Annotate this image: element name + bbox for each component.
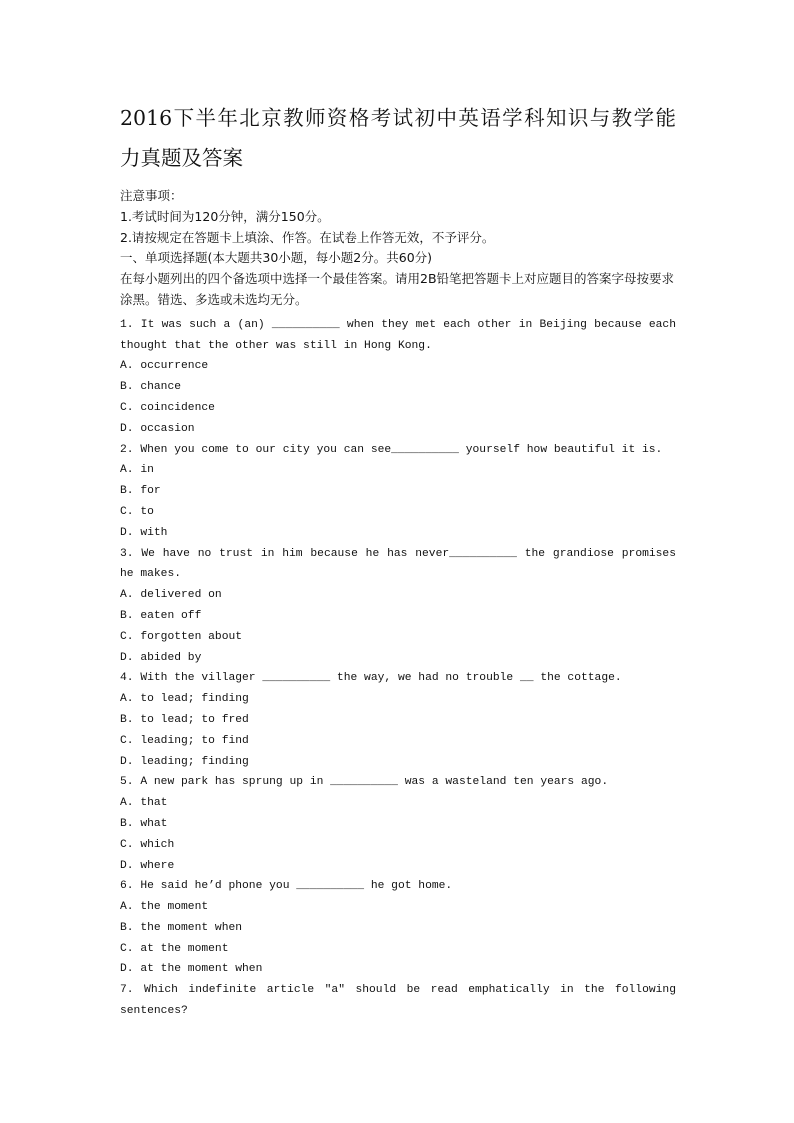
- answer-option: C. leading; to find: [120, 734, 249, 747]
- answer-option: C. to: [120, 505, 154, 518]
- question: [120, 315, 676, 440]
- answer-option: A. to lead; finding: [120, 693, 249, 706]
- question-stem: 4. With the villager __________ the way, we had no trouble __ the cottage.: [120, 672, 622, 685]
- answer-option: A. occurrence: [120, 360, 209, 373]
- answer-option: D. occasion: [120, 422, 195, 435]
- answer-option: C. at the moment: [120, 942, 229, 955]
- answer-option: B. to lead; to fred: [120, 713, 249, 726]
- question-stem: 7. Which indefinite article "a" should be read emphatically in the following sentences?: [120, 984, 676, 1018]
- answer-option: C. coincidence: [120, 401, 215, 414]
- question: [120, 876, 676, 980]
- answer-option: D. abided by: [120, 651, 202, 664]
- answer-option: B. the moment when: [120, 921, 243, 934]
- answer-option: B. chance: [120, 381, 182, 394]
- answer-option: A. that: [120, 797, 168, 810]
- notes-heading: 注意事项：: [120, 188, 183, 203]
- answer-option: D. with: [120, 526, 168, 539]
- question-stem: 1. It was such a (an) __________ when they met each other in Beijing because each thought that the other was still in Hong Kong.: [120, 318, 676, 352]
- notes-item: 1.考试时间为120分钟，满分150分。: [120, 208, 330, 224]
- question-stem: 2. When you come to our city you can see__________ yourself how beautiful it is.: [120, 443, 663, 456]
- answer-option: D. where: [120, 859, 175, 872]
- question-stem: 3. We have no trust in him because he has never__________ the grandiose promises he makes.: [120, 547, 676, 581]
- answer-option: C. which: [120, 838, 175, 851]
- answer-option: D. leading; finding: [120, 755, 249, 768]
- question: [120, 772, 676, 876]
- answer-option: D. at the moment when: [120, 963, 263, 976]
- question: [120, 544, 676, 669]
- question: [120, 980, 676, 1022]
- question-stem: 5. A new park has sprung up in __________ was a wasteland ten years ago.: [120, 776, 609, 789]
- answer-option: A. delivered on: [120, 589, 222, 602]
- answer-option: C. forgotten about: [120, 630, 243, 643]
- document-page: [120, 98, 676, 1022]
- answer-option: B. for: [120, 485, 161, 498]
- answer-option: A. in: [120, 464, 154, 477]
- answer-option: B. eaten off: [120, 609, 202, 622]
- document-title: 2016下半年北京教师资格考试初中英语学科知识与教学能: [120, 106, 676, 130]
- section-heading: 一、单项选择题(本大题共30小题，每小题2分。共60分): [120, 250, 433, 266]
- notes-item: 2.请按规定在答题卡上填涂、作答。在试卷上作答无效，不予评分。: [120, 229, 495, 245]
- question-list: [120, 315, 676, 1022]
- section-instructions: 在每小题列出的四个备选项中选择一个最佳答案。请用2B铅笔把答题卡上对应题目的答案字母按要求涂黑。错选、多选或未选均无分。: [120, 271, 675, 307]
- answer-option: B. what: [120, 817, 168, 830]
- answer-option: A. the moment: [120, 901, 209, 914]
- question-stem: 6. He said he’d phone you __________ he got home.: [120, 880, 453, 893]
- document-title-continued: 力真题及答案: [120, 146, 243, 170]
- question: [120, 668, 676, 772]
- question: [120, 440, 676, 544]
